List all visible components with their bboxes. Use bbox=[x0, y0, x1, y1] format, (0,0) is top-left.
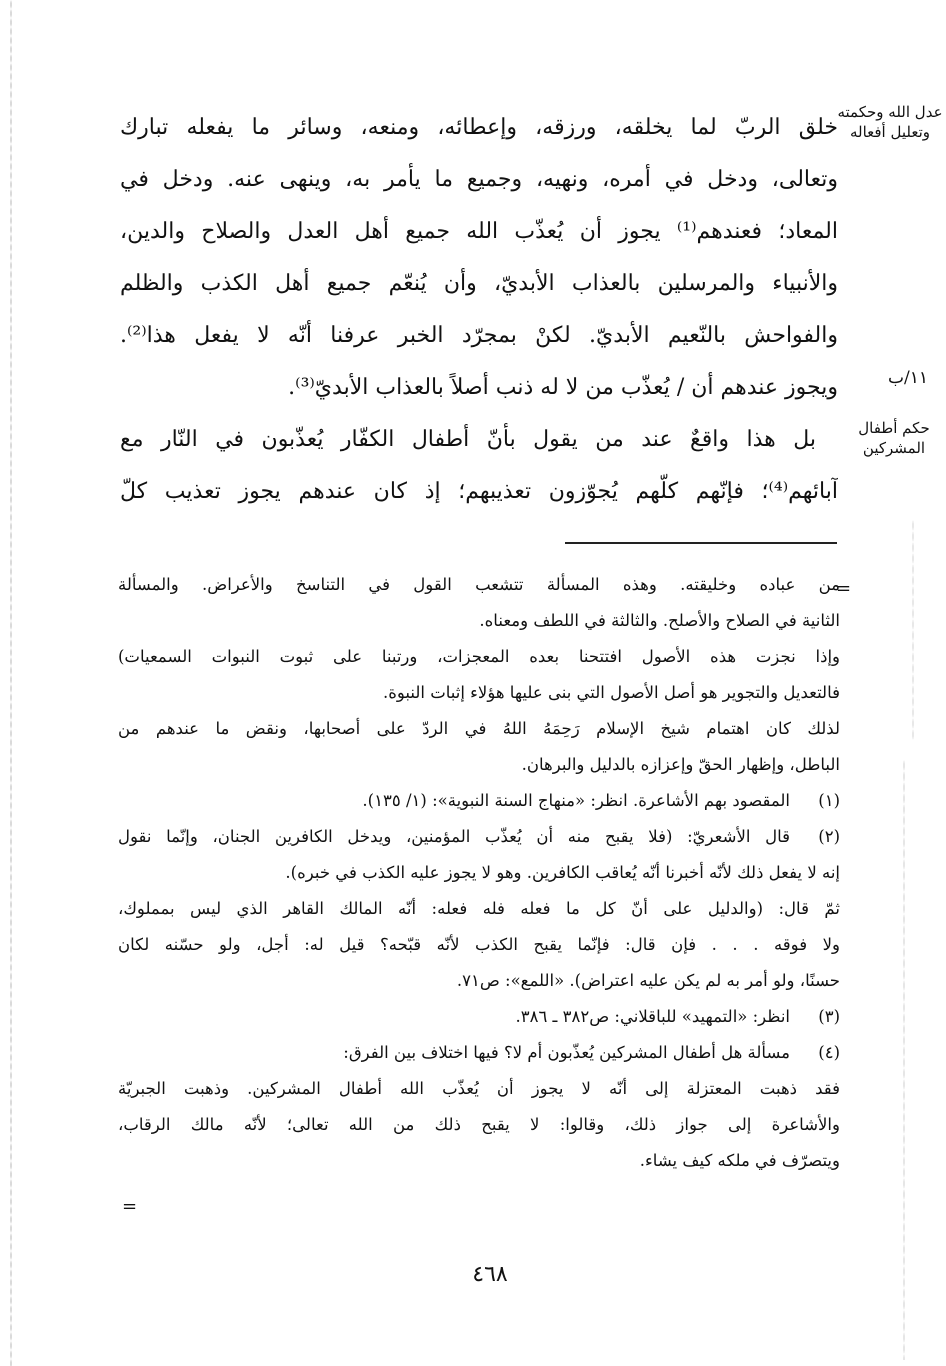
footnote-text: قال الأشعريّ: (فلا يقبح منه أن يُعذّب المؤمنين، ويدخل الكافرين الجنان، وإنّما نقول bbox=[118, 827, 790, 846]
footnote-2 bbox=[118, 820, 840, 856]
main-line: ويجوز عندهم أن / يُعذّب من لا له ذنب أصلاً بالعذاب الأبديّ⁽³⁾. bbox=[288, 375, 838, 400]
footnote-number: (١) bbox=[818, 791, 840, 810]
footnote-line: لذلك كان اهتمام شيخ الإسلام رَحِمَهُ اللهُ في الردّ على أصحابها، ونقض ما عندهم من bbox=[118, 719, 840, 738]
footnote-line: فالتعديل والتجوير هو أصل الأصول التي بنى عليها هؤلاء إثبات النبوة. bbox=[382, 683, 840, 702]
footnote-line: والأشاعرة إلى جواز ذلك، وقالوا: لا يقبح ذلك من الله تعالى؛ لأنّه مالك الرقاب، bbox=[118, 1115, 840, 1134]
scan-dots-left bbox=[10, 0, 12, 1366]
margin-note-folio: ١١/ب bbox=[888, 368, 928, 388]
page-number: ٤٦٨ bbox=[472, 1262, 508, 1287]
main-line: والأنبياء والمرسلين بالعذاب الأبديّ، وأن يُنعّم جميع أهل الكذب والظلم bbox=[120, 271, 838, 296]
main-line: آبائهم⁽⁴⁾؛ فإنّهم كلّهم يُجوّزون تعذيبهم؛ إذ كان عندهم يجوز تعذيب كلّ bbox=[120, 479, 838, 504]
footnote-number: (٣) bbox=[818, 1007, 840, 1026]
footnote-line: ويتصرّف في ملكه كيف يشاء. bbox=[639, 1151, 840, 1170]
main-text bbox=[120, 103, 838, 519]
footnotes bbox=[118, 568, 840, 1180]
footnote-3 bbox=[118, 1000, 840, 1036]
main-line: خلق الربّ لما يخلقه، ورزقه، وإعطائه، ومنعه، وسائر ما يفعله تبارك bbox=[120, 115, 838, 140]
footnote-line: ثمّ قال: (والدليل على أنّ كل ما فعله فله فعله: أنّه المالك القاهر الذي ليس بمملوك، bbox=[118, 899, 840, 918]
footnote-separator bbox=[565, 542, 837, 544]
footnote-text: مسألة هل أطفال المشركين يُعذّبون أم لا؟ فيها اختلاف بين الفرق: bbox=[343, 1043, 790, 1062]
footnote-line: إنه لا يفعل ذلك لأنّه أخبرنا أنّه يُعاقب الكافرين. وهو لا يجوز عليه الكذب في خبره). bbox=[285, 863, 840, 882]
footnote-number: (٢) bbox=[818, 827, 840, 846]
footnote-line: وإذا نجزت هذه الأصول افتتحنا بعده المعجزات، ورتبنا على ثبوت النبوات السمعيات) bbox=[118, 647, 840, 666]
main-line: المعاد؛ فعندهم⁽¹⁾ يجوز أن يُعذّب الله جميع أهل العدل والصلاح والدين، bbox=[120, 219, 838, 244]
main-line: بل هذا واقعٌ عند من يقول بأنّ أطفال الكفّار يُعذّبون في النّار مع bbox=[120, 427, 816, 452]
footnote-line: الباطل، وإظهار الحقّ وإعزازه بالدليل والبرهان. bbox=[521, 755, 840, 774]
footnote-text: انظر: «التمهيد» للباقلاني: ص٣٨٢ ـ ٣٨٦. bbox=[515, 1007, 790, 1026]
footnote-text: المقصود بهم الأشاعرة. انظر: «منهاج السنة النبوية»: (١/ ١٣٥). bbox=[362, 791, 790, 810]
continuation-mark: = bbox=[836, 578, 852, 599]
footnote-line: الثانية في الصلاح والأصلح. والثالثة في اللطف ومعناه. bbox=[479, 611, 840, 630]
main-line: والفواحش بالنّعيم الأبديّ. لكنْ بمجرّد الخبر عرفنا أنّه لا يفعل هذا⁽²⁾. bbox=[120, 323, 838, 348]
margin-note-justice: عدل الله وحكمته وتعليل أفعاله bbox=[837, 103, 943, 141]
scan-dots-right-upper bbox=[912, 520, 914, 740]
footnote-line: فقد ذهبت المعتزلة إلى أنّه لا يجوز أن يُعذّب الله أطفال المشركين. وذهبت الجبريّة bbox=[118, 1079, 840, 1098]
footnote-line: ولا فوقه . . . فإن قال: فإنّما يقبح الكذب لأنّه قبّحه؟ قيل له: أجل، ولو حسّنه لكان bbox=[118, 935, 840, 954]
scan-dots-right bbox=[903, 760, 905, 1360]
continuation-mark-end: = bbox=[122, 1196, 138, 1217]
footnote-number: (٤) bbox=[818, 1043, 840, 1062]
main-line: وتعالى، ودخل في أمره، ونهيه، وجميع ما يأمر به، وينهى عنه. ودخل في bbox=[120, 167, 838, 192]
footnote-line: حسنًا، ولو أمر به لم يكن عليه اعتراض). «اللمع»: ص٧١. bbox=[456, 971, 840, 990]
margin-note-children: حكم أطفال المشركين bbox=[858, 419, 930, 457]
footnote-line: من عباده وخليقته. وهذه المسألة تتشعب القول في التناسخ والأعراض. والمسألة bbox=[118, 575, 840, 594]
footnote-4 bbox=[118, 1036, 840, 1072]
footnote-1 bbox=[118, 784, 840, 820]
